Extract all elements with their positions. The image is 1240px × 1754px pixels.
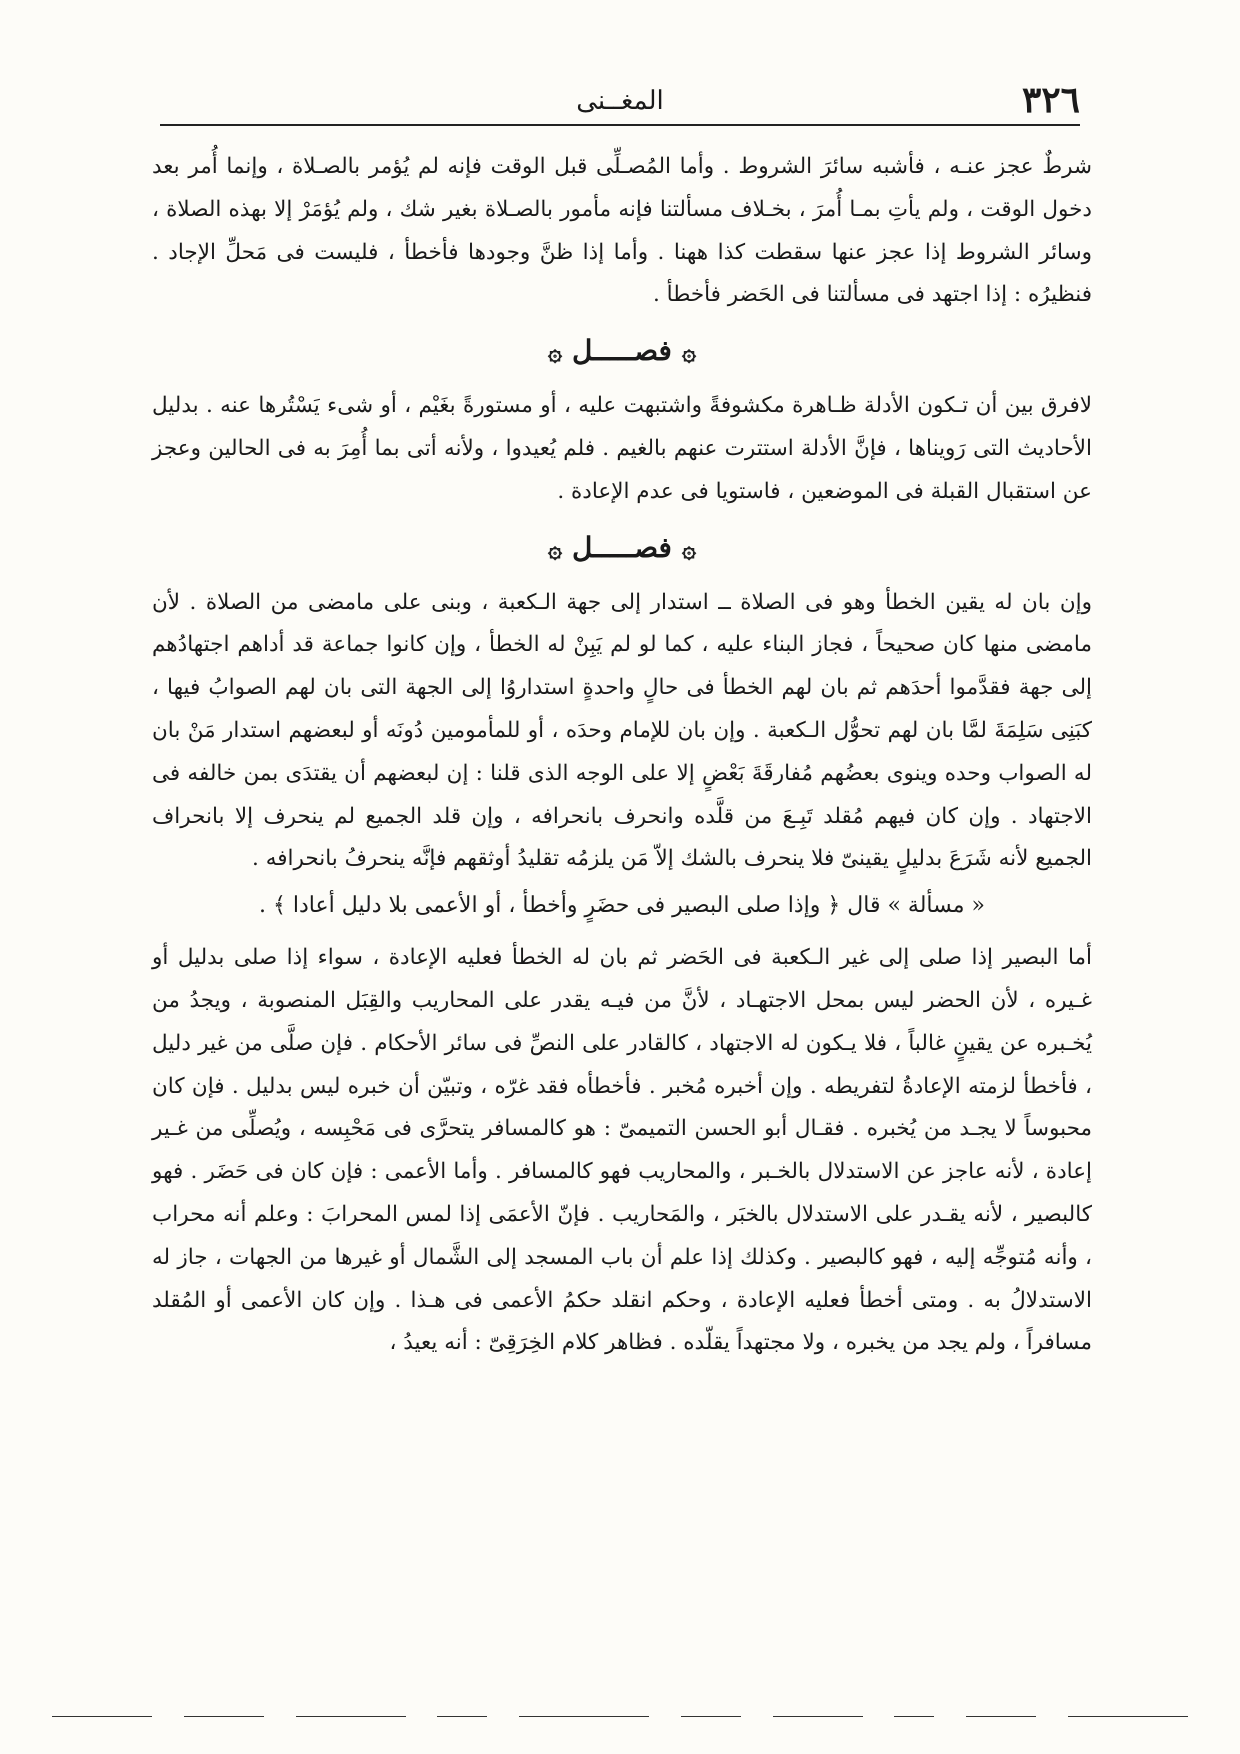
footer-dash: [773, 1716, 863, 1717]
paragraph: وإن بان له يقين الخطأ وهو فى الصلاة ــ استدار إلى جهة الـكعبة ، وبنى على مامضى من الصلاة . لأن مامضى منها كان صحيحاً ، فجاز البناء عليه ، كما لو لم يَبِنْ له الخطأ ، وإن كانوا جماعة قد أداهم اجتهادُهم إلى جهة فقدَّموا أحدَهم ثم بان لهم الخطأ فى حالٍ واحدةٍ استداروُا إلى الجهة التى بان لهم الصوابُ فيها ، كبَنِى سَلِمَةَ لمَّا بان لهم تحوُّل الـكعبة . وإن بان للإمام وحدَه ، أو للمأمومين دُونَه أو لبعضهم استدار مَنْ بان له الصواب وحده وينوى بعضُهم مُفارقَةَ بَعْضٍ إلا على الوجه الذى قلنا : إن لبعضهم أن يقتدَى بمن خالفه فى الاجتهاد . وإن كان فيهم مُقلد تَبِـعَ من قلَّده وانحرف بانحرافه ، وإن قلد الجميع لم ينحرف إلا بانحراف الجميع لأنه شَرَعَ بدليلٍ يقينىّ فلا ينحرف بالشك إلاّ مَن يلزمُه تقليدُ أوثقهم فإنَّه ينحرفُ بانحرافه .: [152, 589, 1092, 872]
section-heading: [152, 514, 1092, 582]
ornament-icon: ۞: [547, 337, 563, 367]
footer-dash: [52, 1716, 152, 1717]
body-text: [152, 146, 1092, 1365]
paragraph: أما البصير إذا صلى إلى غير الـكعبة فى الحَضر ثم بان له الخطأ فعليه الإعادة ، سواء إذا صلى بدليل أو غـيره ، لأن الحضر ليس بمحل الاجتهـاد ، لأنَّ من فيـه يقدر على المحاريب والقِبَل المنصوبة ، ويجدُ من يُخـبره عن يقينٍ غالباً ، فلا يـكون له الاجتهاد ، كالقادر على النصِّ فى سائر الأحكام . فإن صلَّى من غير دليل ، فأخطأ لزمته الإعادةُ لتفريطه . وإن أخبره مُخبر . فأخطأه فقد غرّه ، وتبيّن أن خبره ليس بدليل . فإن كان محبوساً لا يجـد من يُخبره . فقـال أبو الحسن التميمىّ : هو كالمسافر يتحرَّى فى مَحْبِسه ، ويُصلِّى من غـير إعادة ، لأنه عاجز عن الاستدلال بالخـبر ، والمحاريب فهو كالمسافر . وأما الأعمى : فإن كان فى حَضَر . فهو كالبصير ، لأنه يقـدر على الاستدلال بالخبَر ، والمَحاريب . فإنّ الأعمَى إذا لمس المحرابَ : وعلم أنه محراب ، وأنه مُتوجِّه إليه ، فهو كالبصير . وكذلك إذا علم أن باب المسجد إلى الشَّمال أو غيرها من الجهات ، جاز له الاستدلالُ به . ومتى أخطأ فعليه الإعادة ، وحكم انقلد حكمُ الأعمى فى هـذا . وإن كان الأعمى أو المُقلد مسافراً ، ولم يجد من يخبره ، ولا مجتهداً يقلّده . فظاهر كلام الخِرَقِىّ : أنه يعيدُ ،: [152, 945, 1092, 1356]
footer-dash: [519, 1716, 649, 1717]
masala-heading: « مسألة » قال ﴿ وإذا صلى البصير فى حضَرٍ وأخطأ ، أو الأعمى بلا دليل أعادا ﴾ .: [259, 893, 985, 919]
section-heading-label: فصـــــل: [572, 530, 672, 564]
footer-dash: [681, 1716, 741, 1717]
page-number: ٣٢٦: [1021, 79, 1080, 121]
footer-dash: [966, 1716, 1036, 1717]
paragraph: شرطٌ عجز عنـه ، فأشبه سائرَ الشروط . وأما المُصـلِّى قبل الوقت فإنه لم يُؤمر بالصـلاة ، وإنما أُمر بعد دخول الوقت ، ولم يأتِ بمـا أُمرَ ، بخـلاف مسألتنا فإنه مأمور بالصـلاة بغير شك ، ولم يُؤمَرْ إلا بهذه الصلاة ، وسائر الشروط إذا عجز عنها سقطت كذا ههنا . وأما إذا ظنَّ وجودها فأخطأ ، فليست فى مَحلِّ الإجاد . فنظيرُه : إذا اجتهد فى مسألتنا فى الحَضر فأخطأ .: [152, 154, 1092, 308]
ornament-icon: ۞: [681, 533, 696, 563]
ornament-icon: ۞: [681, 337, 696, 367]
section-heading-label: فصـــــل: [572, 334, 672, 368]
footer-dash: [437, 1716, 487, 1717]
book-title: المغــنى: [576, 86, 664, 116]
footer-rule: [52, 1716, 1188, 1717]
footer-dash: [1068, 1716, 1188, 1717]
footer-dash: [894, 1716, 934, 1717]
page-header: [160, 78, 1080, 126]
footer-dash: [296, 1716, 406, 1717]
ornament-icon: ۞: [547, 533, 563, 563]
section-heading: [152, 317, 1092, 385]
footer-dash: [184, 1716, 264, 1717]
paragraph: لافرق بين أن تـكون الأدلة ظـاهرة مكشوفةً واشتبهت عليه ، أو مستورةً بغَيْم ، أو شىء يَسْتُرها عنه . بدليل الأحاديث التى رَويناها ، فإنَّ الأدلة استترت عنهم بالغيم . فلم يُعيدوا ، ولأنه أتى بما أُمِرَ به فى الحالين وعجز عن استقبال القبلة فى الموضعين ، فاستويا فى عدم الإعادة .: [152, 393, 1092, 504]
